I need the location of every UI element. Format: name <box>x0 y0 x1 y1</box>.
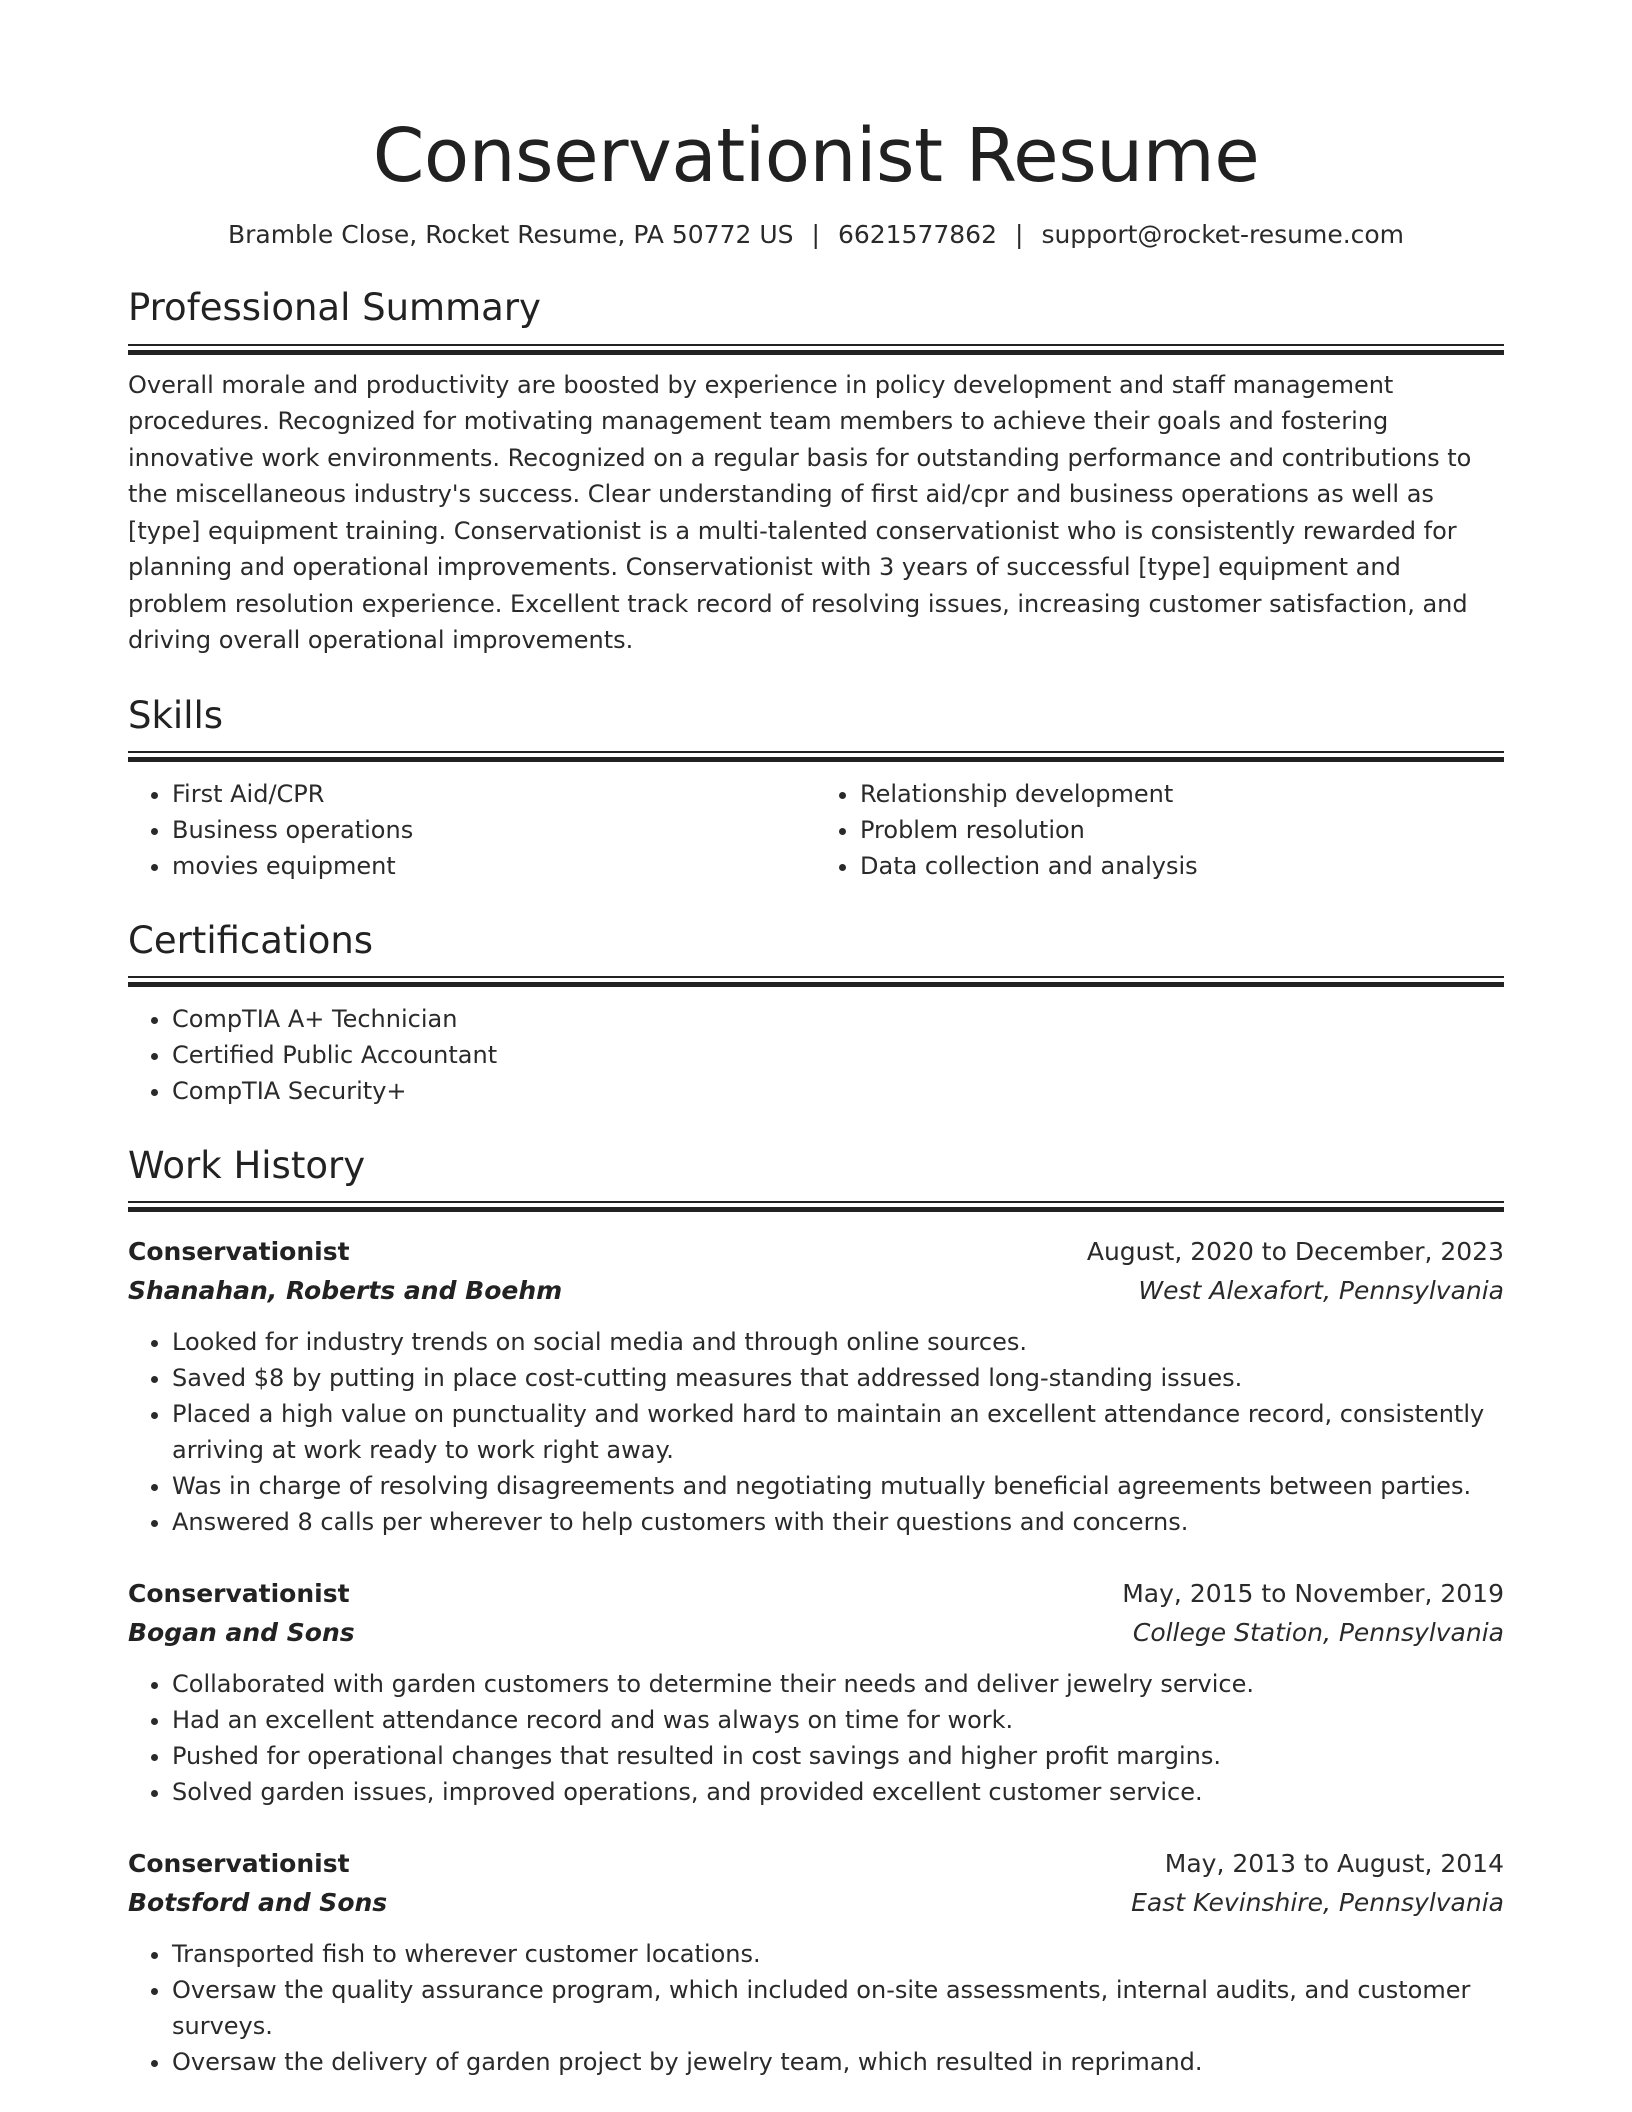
skills-heading: Skills <box>128 693 224 737</box>
job-header-row <box>128 1232 1504 1271</box>
job-company-row <box>128 1613 1504 1652</box>
section-divider <box>128 751 1504 762</box>
job-bullet: • Solved garden issues, improved operations, and provided excellent customer service. <box>172 1774 1504 1810</box>
job-company-row <box>128 1271 1504 1310</box>
summary-text: Overall morale and productivity are boosted by experience in policy development and staff management procedures. Recognized for motivating management team members to achieve their goals and fostering innovative work environments. Recognized on a regular basis for outstanding performance and contributions to the miscellaneous industry's success. Clear understanding of first aid/cpr and business operations as well as [type] equipment training. Conservationist is a multi-talented conservationist who is consistently rewarded for planning and operational improvements. Conservationist with 3 years of successful [type] equipment and problem resolution experience. Excellent track record of resolving issues, increasing customer satisfaction, and driving overall operational improvements. <box>128 370 1472 655</box>
job-location: West Alexafort, Pennsylvania <box>1138 1276 1504 1306</box>
job-bullet: • Collaborated with garden customers to determine their needs and deliver jewelry service. <box>172 1666 1504 1702</box>
job-title: Conservationist <box>128 1237 350 1267</box>
contact-address: Bramble Close, Rocket Resume, PA 50772 US <box>227 219 794 249</box>
job-entry <box>128 1574 1504 1810</box>
certifications-list <box>128 1001 1504 1109</box>
job-entry <box>128 1232 1504 1540</box>
job-entry <box>128 1844 1504 2080</box>
certifications-section <box>128 918 1504 1109</box>
contact-separator: | <box>811 219 820 249</box>
skill-item: • Relationship development <box>860 776 1504 812</box>
job-header-row <box>128 1574 1504 1613</box>
job-company: Shanahan, Roberts and Boehm <box>128 1276 563 1306</box>
job-location: College Station, Pennsylvania <box>1132 1618 1504 1648</box>
job-header-row <box>128 1844 1504 1883</box>
skill-item: • Problem resolution <box>860 812 1504 848</box>
contact-phone[interactable]: 6621577862 <box>837 219 997 249</box>
contact-separator: | <box>1015 219 1024 249</box>
certification-item: • CompTIA A+ Technician <box>172 1001 1504 1037</box>
skills-section <box>128 693 1504 884</box>
job-bullets <box>128 1324 1504 1540</box>
contact-line <box>128 219 1504 252</box>
skills-list-left <box>128 776 816 884</box>
job-bullet: • Saved $8 by putting in place cost-cutting measures that addressed long-standing issues. <box>172 1360 1504 1396</box>
skill-item: • First Aid/CPR <box>172 776 816 812</box>
job-bullets <box>128 1936 1504 2080</box>
skill-item: • movies equipment <box>172 848 816 884</box>
job-bullets <box>128 1666 1504 1810</box>
section-divider <box>128 976 1504 987</box>
skill-item: • Business operations <box>172 812 816 848</box>
job-dates: May, 2015 to November, 2019 <box>1122 1579 1504 1609</box>
section-divider <box>128 1201 1504 1212</box>
job-bullet: • Placed a high value on punctuality and worked hard to maintain an excellent attendance record, consistently arriving at work ready to work right away. <box>172 1396 1504 1468</box>
job-title: Conservationist <box>128 1849 350 1879</box>
section-divider <box>128 344 1504 355</box>
certification-item: • CompTIA Security+ <box>172 1073 1504 1109</box>
contact-email[interactable]: support@rocket-resume.com <box>1041 219 1405 249</box>
resume-title: Conservationist Resume <box>372 113 1260 199</box>
job-location: East Kevinshire, Pennsylvania <box>1131 1888 1504 1918</box>
job-bullet: • Looked for industry trends on social media and through online sources. <box>172 1324 1504 1360</box>
job-company: Bogan and Sons <box>128 1618 355 1648</box>
job-company: Botsford and Sons <box>128 1888 388 1918</box>
job-bullet: • Oversaw the delivery of garden project by jewelry team, which resulted in reprimand. <box>172 2044 1504 2080</box>
skills-grid <box>128 776 1504 884</box>
certifications-heading: Certifications <box>128 918 374 962</box>
summary-section <box>128 285 1504 658</box>
work-history-heading: Work History <box>128 1144 366 1188</box>
skills-list-right <box>816 776 1504 884</box>
job-bullet: • Transported fish to wherever customer locations. <box>172 1936 1504 1972</box>
job-bullet: • Answered 8 calls per wherever to help customers with their questions and concerns. <box>172 1504 1504 1540</box>
job-bullet: • Was in charge of resolving disagreements and negotiating mutually beneficial agreements between parties. <box>172 1468 1504 1504</box>
job-dates: May, 2013 to August, 2014 <box>1164 1849 1504 1879</box>
job-title: Conservationist <box>128 1579 350 1609</box>
certification-item: • Certified Public Accountant <box>172 1037 1504 1073</box>
skill-item: • Data collection and analysis <box>860 848 1504 884</box>
work-history-section <box>128 1143 1504 2080</box>
summary-heading: Professional Summary <box>128 286 541 330</box>
job-dates: August, 2020 to December, 2023 <box>1086 1237 1504 1267</box>
job-bullet: • Pushed for operational changes that resulted in cost savings and higher profit margins. <box>172 1738 1504 1774</box>
job-bullet: • Oversaw the quality assurance program, which included on-site assessments, internal audits, and customer surveys. <box>172 1972 1504 2044</box>
job-bullet: • Had an excellent attendance record and was always on time for work. <box>172 1702 1504 1738</box>
job-company-row <box>128 1883 1504 1922</box>
